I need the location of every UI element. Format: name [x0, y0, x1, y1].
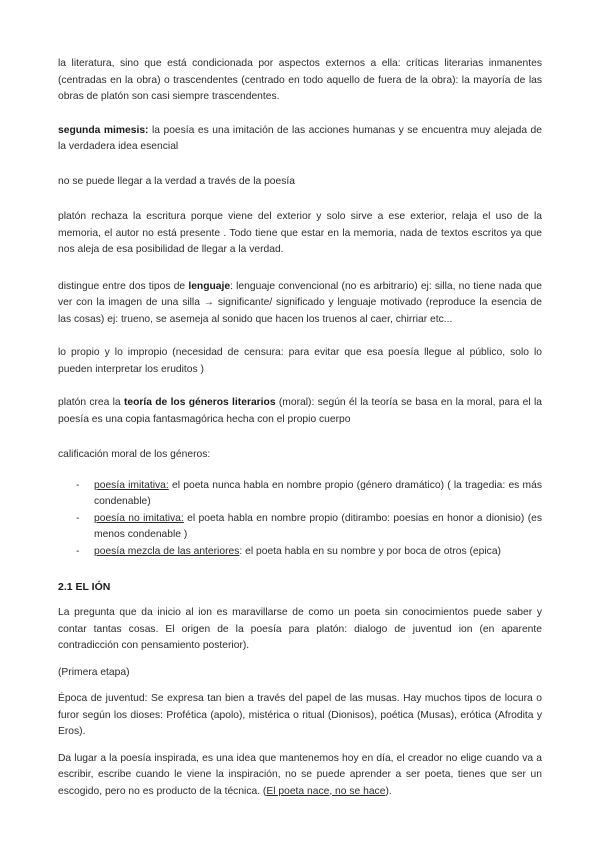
paragraph-teoria-generos — [58, 395, 542, 428]
list-item — [58, 478, 542, 511]
list-item — [58, 511, 542, 544]
paragraph-teoria-intro: platón crea la — [58, 397, 124, 408]
term-segunda-mimesis: segunda mimesis: — [58, 124, 149, 136]
section-heading: 2.1 EL IÓN — [58, 581, 111, 593]
list-term: poesía no imitativa: — [94, 512, 184, 524]
paragraph-segunda-mimesis — [58, 123, 542, 156]
paragraph-propio-impropio: lo propio y lo impropio (necesidad de censura: para evitar que esa poesía llegue al público, solo lo pueden interpretar los eruditos ) — [58, 347, 542, 375]
paragraph-teoria-text: (moral): según él la teoría se basa en la moral, para el la poesía es una copia fantasmagórica hecha con el propio cuerpo — [58, 397, 542, 425]
paragraph-lenguaje-text: : lenguaje convencional (no es arbitrario) ej: silla, no tiene nada que ver con la imagen de una silla → significante/ significado y lenguaje motivado (reproduce la esencia de las cosas) ej: trueno, se asemeja al sonido que hacen los truenos al caer, chirriar etc... — [58, 280, 543, 325]
paragraph-inspirada-text: Da lugar a la poesía inspirada, es una idea que mantenemos hoy en día, el creador no elige cuando va a escribir, escribe cuando le viene la inspiración, no se puede aprender a ser poeta, tienes que ser un escogido, pero no es producto de la técnica. ( — [58, 752, 542, 797]
paragraph-ion-intro: La pregunta que da inicio al ion es maravillarse de como un poeta sin conocimientos puede saber y contar tantas cosas. El origen de la poesía para platón: dialogo de juventud ion (en aparente contradicción con pensamiento posterior). — [58, 607, 542, 651]
paragraph-calificacion: calificación moral de los géneros: — [58, 449, 211, 460]
document-body — [58, 56, 542, 800]
list-item — [58, 544, 542, 561]
list-dash: - — [76, 512, 80, 524]
list-text: el poeta habla en nombre propio (ditirambo: poesias en honor a dionisio) (es menos condenable ) — [94, 512, 543, 540]
generos-list — [58, 478, 542, 561]
quote-poeta-nace: El poeta nace, no se hace — [266, 785, 386, 797]
paragraph-segunda-mimesis-text: la poesía es una imitación de las acciones humanas y se encuentra muy alejada de la verdadera idea esencial — [58, 124, 543, 152]
term-teoria-generos: teoría de los géneros literarios — [123, 397, 276, 408]
paragraph-escritura: platón rechaza la escritura porque viene del exterior y solo sirve a ese exterior, relaja el uso de la memoria, el autor no está presente . Todo tiene que estar en la memoria, nada de textos escritos ya que nos aleja de esa posibilidad de llegar a la verdad. — [58, 211, 542, 255]
paragraph-primera-etapa: (Primera etapa) — [58, 666, 130, 678]
term-lenguaje: lenguaje — [188, 280, 231, 292]
list-dash: - — [76, 479, 80, 491]
paragraph-epoca-juventud: Época de juventud: Se expresa tan bien a través del papel de las musas. Hay muchos tipos de locura o furor según los dioses: Profética (apolo), mistérica o ritual (Dionisos), poética (Musas), erótica (Afrodita y Eros). — [58, 693, 542, 737]
paragraph-lenguaje-intro: distingue entre dos tipos de — [58, 280, 189, 292]
paragraph-verdad: no se puede llegar a la verdad a través de la poesía — [58, 175, 295, 187]
paragraph-inspirada-end: ). — [385, 785, 392, 797]
list-text: : el poeta habla en su nombre y por boca de otros (epica) — [239, 545, 501, 557]
paragraph-poesia-inspirada — [58, 751, 542, 801]
list-text: el poeta nunca habla en nombre propio (género dramático) ( la tragedia: es más condenable) — [94, 479, 543, 507]
list-dash: - — [76, 545, 80, 557]
paragraph-literatura: la literatura, sino que está condicionada por aspectos externos a ella: críticas literarias inmanentes (centradas en la obra) o trascendentes (centrado en todo aquello de fuera de la obra): la mayoría de las obras de platón son casi siempre trascendentes. — [58, 58, 542, 102]
list-term: poesía mezcla de las anteriores — [94, 545, 240, 557]
paragraph-lenguaje — [58, 279, 542, 329]
list-term: poesía imitativa: — [94, 479, 169, 491]
